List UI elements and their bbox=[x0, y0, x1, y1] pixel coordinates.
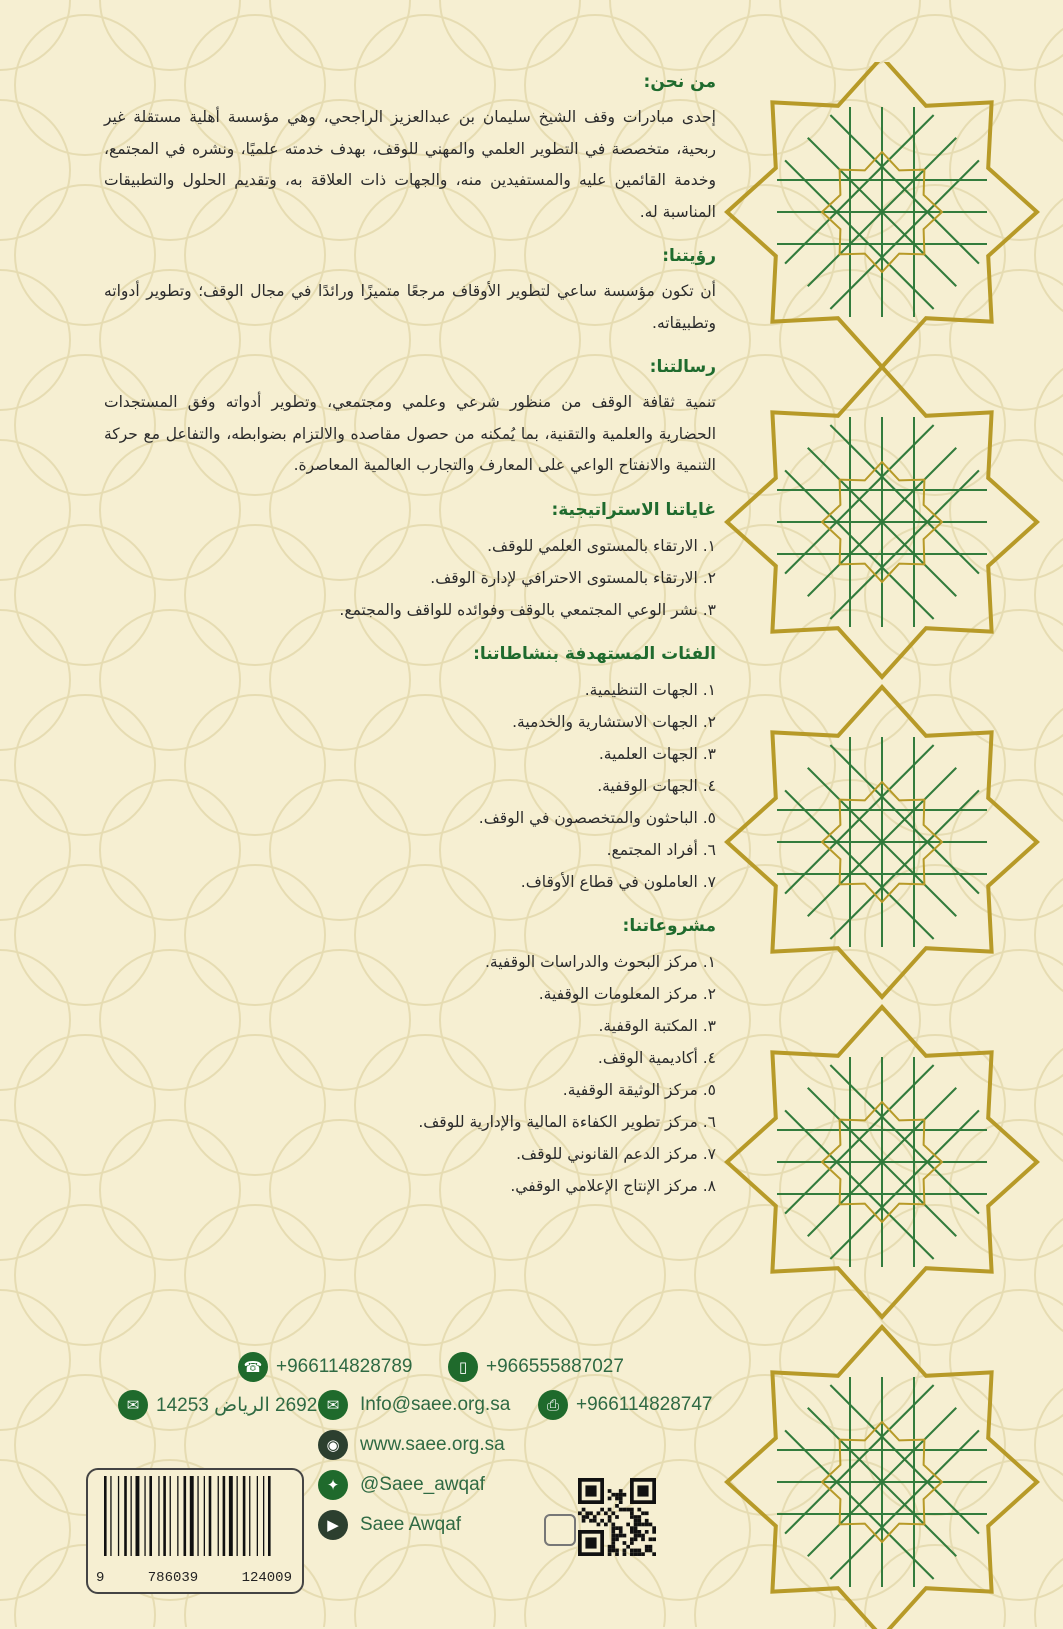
phone-number: +966114828789 bbox=[276, 1356, 413, 1377]
list-item: ١. الارتقاء بالمستوى العلمي للوقف. bbox=[487, 536, 716, 555]
targets-title: الفئات المستهدفة بنشاطاتنا: bbox=[473, 643, 716, 664]
fax-number: +966114828747 bbox=[576, 1394, 713, 1415]
mobile-entry[interactable] bbox=[448, 1352, 624, 1382]
barcode-digits bbox=[96, 1570, 292, 1586]
mobile-icon: ▯ bbox=[448, 1352, 478, 1382]
list-item: ٤. الجهات الوقفية. bbox=[597, 776, 716, 795]
list-item: ٨. مركز الإنتاج الإعلامي الوقفي. bbox=[510, 1176, 716, 1195]
text-column bbox=[104, 72, 716, 1220]
twitter-icon: ✦ bbox=[318, 1470, 348, 1500]
list-item: ٧. العاملون في قطاع الأوقاف. bbox=[520, 872, 716, 891]
fax-entry bbox=[538, 1390, 713, 1420]
globe-icon: ◉ bbox=[318, 1430, 348, 1460]
barcode-digit-group: 9 bbox=[96, 1570, 105, 1586]
projects-title: مشروعاتنا: bbox=[622, 915, 716, 936]
barcode-bars bbox=[90, 1476, 300, 1562]
list-item: ١. الجهات التنظيمية. bbox=[584, 680, 716, 699]
star-ornament-column bbox=[722, 62, 1042, 1629]
targets-list bbox=[104, 674, 716, 898]
list-item: ٦. أفراد المجتمع. bbox=[606, 840, 716, 859]
goals-title: غاياتنا الاستراتيجية: bbox=[551, 499, 716, 520]
projects-list bbox=[104, 946, 716, 1202]
website-entry[interactable] bbox=[318, 1430, 505, 1460]
vision-text: أن تكون مؤسسة ساعي لتطوير الأوقاف مرجعًا متميزًا ورائدًا في مجال الوقف؛ وتطوير أدواته وتطبيقاته. bbox=[104, 282, 716, 332]
mission-title: رسالتنا: bbox=[649, 357, 716, 377]
isbn-barcode bbox=[86, 1468, 304, 1594]
list-item: ٥. الباحثون والمتخصصون في الوقف. bbox=[478, 808, 716, 827]
youtube-icon: ▶ bbox=[318, 1510, 348, 1540]
barcode-digit-group: 124009 bbox=[241, 1570, 292, 1586]
qr-code[interactable] bbox=[578, 1478, 656, 1556]
youtube-entry[interactable] bbox=[318, 1510, 461, 1540]
logo-icon bbox=[544, 1514, 576, 1546]
list-item: ٢. الارتقاء بالمستوى الاحترافي لإدارة الوقف. bbox=[430, 568, 716, 587]
twitter-handle[interactable]: @Saee_awqaf bbox=[360, 1474, 485, 1495]
star-ornament bbox=[727, 1327, 1037, 1629]
about-text: إحدى مبادرات وقف الشيخ سليمان بن عبدالعزيز الراجحي، وهي مؤسسة أهلية مستقلة غير ربحية، متخصصة في التطوير العلمي والمهني للوقف، بهدف خدمته علميًا، ونشره في المجتمع، وخدمة القائمين عليه والمستفيدين منه، والجهات ذات العلاقة به، وتقديم الحلول والتطبيقات المناسبة له. bbox=[104, 108, 716, 221]
star-ornament bbox=[727, 1007, 1037, 1317]
list-item: ٤. أكاديمية الوقف. bbox=[597, 1048, 716, 1067]
youtube-channel[interactable]: Saee Awqaf bbox=[360, 1514, 462, 1535]
phone-entry[interactable] bbox=[238, 1352, 413, 1382]
twitter-entry[interactable] bbox=[318, 1470, 485, 1500]
list-item: ٣. نشر الوعي المجتمعي بالوقف وفوائده للواقف والمجتمع. bbox=[339, 600, 716, 619]
fax-icon: ⎙ bbox=[538, 1390, 568, 1420]
email-address: Info@saee.org.sa bbox=[360, 1394, 511, 1415]
targets-section bbox=[104, 644, 716, 898]
star-ornament bbox=[727, 62, 1037, 367]
goals-list bbox=[104, 530, 716, 626]
about-section bbox=[104, 72, 716, 228]
phone-icon: ☎ bbox=[238, 1352, 268, 1382]
vision-section bbox=[104, 246, 716, 339]
list-item: ٣. الجهات العلمية. bbox=[598, 744, 716, 763]
list-item: ٥. مركز الوثيقة الوقفية. bbox=[562, 1080, 716, 1099]
mailbox-entry bbox=[118, 1390, 317, 1420]
list-item: ١. مركز البحوث والدراسات الوقفية. bbox=[484, 952, 716, 971]
list-item: ٢. مركز المعلومات الوقفية. bbox=[538, 984, 716, 1003]
star-ornament bbox=[727, 367, 1037, 677]
mobile-number: +966555887027 bbox=[486, 1356, 624, 1377]
mission-section bbox=[104, 357, 716, 482]
list-item: ٣. المكتبة الوقفية. bbox=[598, 1016, 716, 1035]
vision-title: رؤيتنا: bbox=[662, 246, 716, 266]
list-item: ٦. مركز تطوير الكفاءة المالية والإدارية للوقف. bbox=[418, 1112, 716, 1131]
list-item: ٢. الجهات الاستشارية والخدمية. bbox=[512, 712, 716, 731]
star-ornament bbox=[727, 687, 1037, 997]
website-link[interactable]: www.saee.org.sa bbox=[360, 1434, 505, 1455]
list-item: ٧. مركز الدعم القانوني للوقف. bbox=[516, 1144, 716, 1163]
goals-section bbox=[104, 500, 716, 626]
projects-section bbox=[104, 916, 716, 1202]
barcode-digit-group: 786039 bbox=[147, 1570, 199, 1586]
mission-text: تنمية ثقافة الوقف من منظور شرعي وعلمي ومجتمعي، وتطوير أدواته وفق المستجدات الحضارية والعلمية والتقنية، بما يُمكنه من حصول مقاصده والالتزام بضوابطه، والتفاعل مع حركة التنمية والانفتاح الواعي على المعارف والتجارب العالمية المعاصرة. bbox=[104, 393, 716, 474]
about-title: من نحن: bbox=[643, 72, 716, 92]
mailbox-icon: ✉ bbox=[118, 1390, 148, 1420]
mailbox-text: 2692 الرياض 14253 bbox=[156, 1394, 318, 1416]
email-icon: ✉ bbox=[318, 1390, 348, 1420]
email-entry[interactable] bbox=[318, 1390, 510, 1420]
